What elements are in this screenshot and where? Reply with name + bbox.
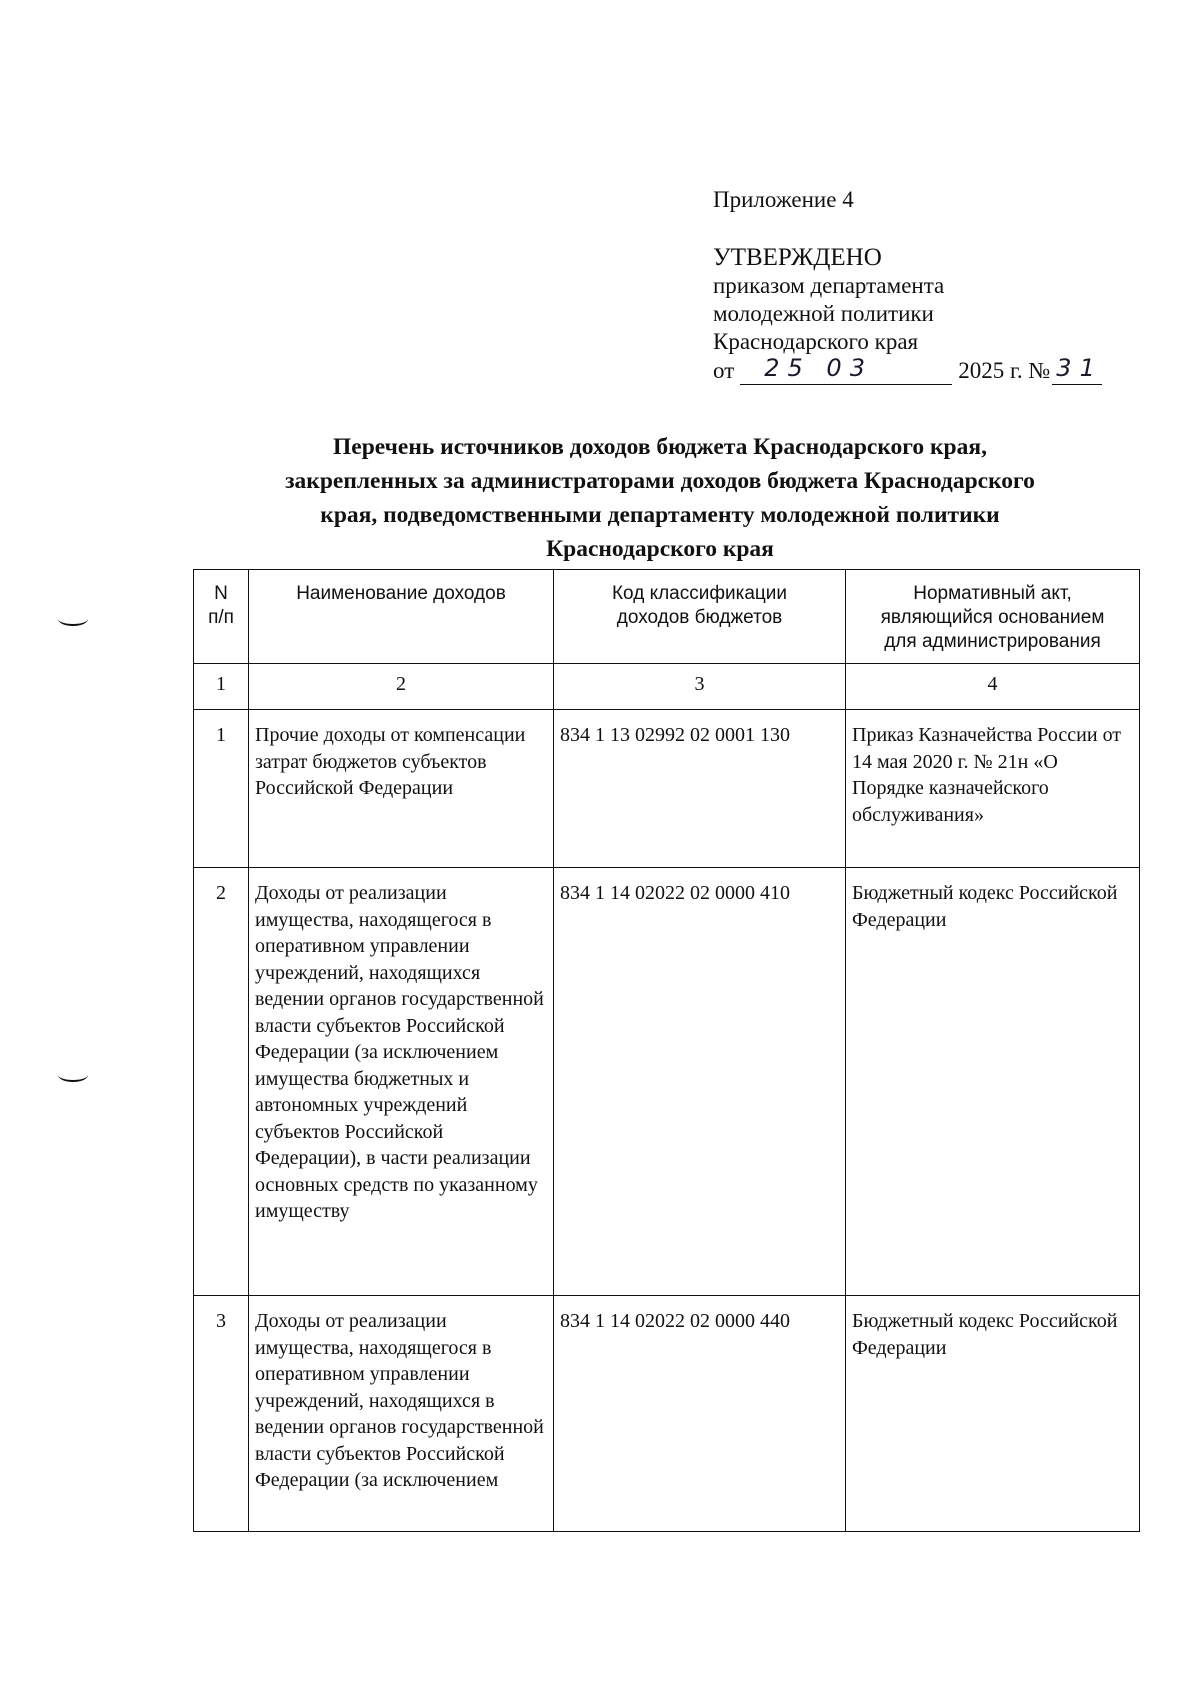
header-classification-code: Код классификации доходов бюджетов bbox=[554, 570, 846, 664]
handwritten-order-number: 31 bbox=[1056, 354, 1103, 382]
order-number-field bbox=[1052, 356, 1102, 385]
column-number-2: 2 bbox=[249, 664, 554, 710]
table-row bbox=[194, 1296, 1140, 1532]
table-row bbox=[194, 710, 1140, 868]
row-income-name: Прочие доходы от компенсации затрат бюджетов субъектов Российской Федерации bbox=[249, 710, 554, 868]
row-number: 3 bbox=[194, 1296, 249, 1532]
title-line-4: Краснодарского края bbox=[546, 536, 774, 562]
year-number-label: 2025 г. № bbox=[958, 358, 1051, 383]
income-sources-table bbox=[193, 569, 1140, 1532]
row-number: 1 bbox=[194, 710, 249, 868]
order-date-line bbox=[713, 356, 1102, 385]
header-normative-act: Нормативный акт, являющийся основанием для администрирования bbox=[846, 570, 1140, 664]
row-normative-act: Бюджетный кодекс Российской Федерации bbox=[846, 1296, 1140, 1532]
punch-hole-mark-bottom bbox=[58, 1068, 88, 1082]
document-title bbox=[180, 430, 1140, 566]
row-income-name: Доходы от реализации имущества, находящегося в оперативном управлении учреждений, находящихся ведении органов государственной власти субъектов Российской Федерации (за исключением имущества бюджетных и автономных учреждений субъектов Российской Федерации), в части реализации основных средств по указанному имуществу bbox=[249, 868, 554, 1296]
title-line-2: закрепленных за администраторами доходов бюджета Краснодарского bbox=[285, 468, 1035, 494]
approval-line-3: Краснодарского края bbox=[713, 329, 919, 354]
approved-stamp-text: УТВЕРЖДЕНО bbox=[713, 244, 882, 271]
row-classification-code: 834 1 14 02022 02 0000 410 bbox=[554, 868, 846, 1296]
column-number-4: 4 bbox=[846, 664, 1140, 710]
approval-block bbox=[713, 186, 1102, 385]
column-number-1: 1 bbox=[194, 664, 249, 710]
row-normative-act: Бюджетный кодекс Российской Федерации bbox=[846, 868, 1140, 1296]
title-line-1: Перечень источников доходов бюджета Краснодарского края, bbox=[333, 434, 987, 460]
appendix-label: Приложение 4 bbox=[713, 187, 854, 212]
row-classification-code: 834 1 13 02992 02 0001 130 bbox=[554, 710, 846, 868]
date-field bbox=[740, 356, 952, 385]
approval-line-2: молодежной политики bbox=[713, 301, 934, 326]
title-line-3: края, подведомственными департаменту молодежной политики bbox=[320, 502, 1000, 528]
handwritten-date: 25 03 bbox=[764, 354, 873, 382]
row-classification-code: 834 1 14 02022 02 0000 440 bbox=[554, 1296, 846, 1532]
column-number-3: 3 bbox=[554, 664, 846, 710]
row-normative-act: Приказ Казначейства России от 14 мая 2020 г. № 21н «О Порядке казначейского обслуживания» bbox=[846, 710, 1140, 868]
table-row bbox=[194, 868, 1140, 1296]
date-prefix: от bbox=[713, 358, 735, 383]
header-number: N п/п bbox=[194, 570, 249, 664]
header-income-name: Наименование доходов bbox=[249, 570, 554, 664]
punch-hole-mark-top bbox=[58, 612, 88, 626]
column-number-row bbox=[194, 664, 1140, 710]
table-header-row bbox=[194, 570, 1140, 664]
row-income-name: Доходы от реализации имущества, находящегося в оперативном управлении учреждений, находящихся в ведении органов государственной власти субъектов Российской Федерации (за исключением bbox=[249, 1296, 554, 1532]
row-number: 2 bbox=[194, 868, 249, 1296]
approval-line-1: приказом департамента bbox=[713, 273, 945, 298]
